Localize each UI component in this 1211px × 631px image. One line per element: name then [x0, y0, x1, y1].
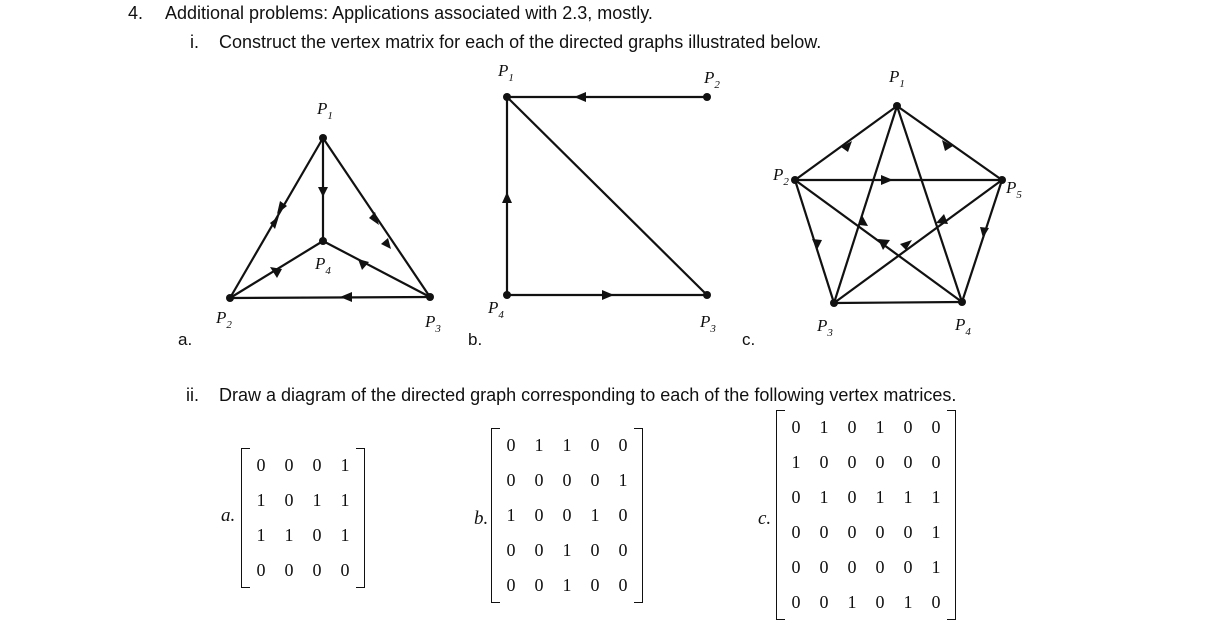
matrix-cell: 1	[284, 525, 294, 545]
graph-a-label-p3: $P_3$	[425, 312, 441, 335]
matrix-cell: 1	[562, 575, 572, 595]
matrix-cell: 0	[312, 525, 322, 545]
matrix-row	[247, 448, 359, 483]
matrix-cell: 0	[875, 522, 885, 542]
matrix-cell: 0	[791, 592, 801, 612]
matrix-cell: 0	[506, 435, 516, 455]
matrix-cell: 1	[562, 540, 572, 560]
matrix-b-label: b.	[474, 508, 489, 529]
matrix-cell: 1	[931, 557, 941, 577]
matrix-cell: 0	[562, 505, 572, 525]
matrix-cell: 0	[534, 505, 544, 525]
matrix-cell: 1	[312, 490, 322, 510]
matrix-cell: 0	[284, 455, 294, 475]
matrix-row	[782, 550, 950, 585]
matrix-row	[782, 445, 950, 480]
matrix-c-label: c.	[758, 508, 772, 529]
matrix-cell: 0	[903, 557, 913, 577]
matrix-cell: 0	[534, 575, 544, 595]
matrix-cell: 0	[847, 487, 857, 507]
edge-a-p2-p3	[230, 297, 430, 298]
matrix-cell: 0	[256, 560, 266, 580]
matrix-row	[782, 515, 950, 550]
matrix-cell: 0	[590, 540, 600, 560]
graph-c	[795, 106, 1002, 303]
matrix-cell: 0	[847, 522, 857, 542]
matrix-cell: 0	[819, 522, 829, 542]
matrix-row	[497, 533, 637, 568]
matrix-cell: 0	[819, 557, 829, 577]
matrix-row	[497, 463, 637, 498]
graph-b-label-p1: $P_1$	[498, 61, 514, 84]
matrix-row	[497, 428, 637, 463]
matrix-cell: 1	[562, 435, 572, 455]
edge-c-p1-p5	[897, 106, 1002, 180]
matrix-cell: 0	[284, 490, 294, 510]
edge-c-p3-p4	[834, 302, 962, 303]
matrix-cell: 1	[875, 417, 885, 437]
matrix-cell: 1	[791, 452, 801, 472]
matrix-cell: 0	[875, 592, 885, 612]
matrix-cell: 0	[903, 452, 913, 472]
matrix-cell: 0	[931, 452, 941, 472]
matrix-row	[782, 480, 950, 515]
matrix-cell: 1	[340, 525, 350, 545]
matrix-cell: 0	[903, 417, 913, 437]
matrix-cell: 1	[590, 505, 600, 525]
graph-c-label-p4: $P_4$	[955, 315, 971, 338]
edge-b-p1-p3	[507, 97, 707, 295]
graph-c-letter: c.	[742, 330, 756, 349]
matrix-cell: 0	[847, 452, 857, 472]
matrix-cell: 0	[506, 575, 516, 595]
matrix-b-left-bracket	[491, 428, 500, 603]
matrix-cell: 1	[534, 435, 544, 455]
matrix-cell: 1	[340, 455, 350, 475]
vertex-dots	[226, 93, 1006, 307]
edge-c-p5-p3	[834, 180, 1002, 303]
matrix-cell: 0	[590, 435, 600, 455]
graph-c-label-p1: $P_1$	[889, 67, 905, 90]
matrix-cell: 1	[340, 490, 350, 510]
graph-c-label-p3: $P_3$	[817, 316, 833, 339]
matrix-cell: 0	[590, 470, 600, 490]
matrix-c	[782, 410, 950, 620]
matrix-cell: 1	[903, 487, 913, 507]
graph-b-label-p2: $P_2$	[704, 68, 720, 91]
matrix-a	[247, 448, 359, 588]
matrix-cell: 0	[931, 417, 941, 437]
graph-b-label-p3: $P_3$	[700, 312, 716, 335]
matrix-a-label: a.	[221, 505, 236, 526]
edge-a-p4-p3	[323, 241, 430, 297]
matrix-row	[782, 410, 950, 445]
matrix-cell: 1	[256, 525, 266, 545]
matrix-cell: 0	[312, 560, 322, 580]
matrix-cell: 0	[791, 557, 801, 577]
matrix-row	[247, 483, 359, 518]
matrix-cell: 0	[931, 592, 941, 612]
part-i-number: i.	[190, 32, 199, 52]
matrix-cell: 0	[875, 452, 885, 472]
matrix-cell: 0	[847, 557, 857, 577]
matrix-cell: 0	[256, 455, 266, 475]
matrix-row	[247, 553, 359, 588]
matrix-cell: 1	[931, 522, 941, 542]
matrix-cell: 1	[618, 470, 628, 490]
matrix-cell: 0	[590, 575, 600, 595]
graph-a-label-p1: $P_1$	[317, 99, 333, 122]
matrix-cell: 0	[819, 452, 829, 472]
problem-number: 4.	[128, 3, 144, 23]
matrix-cell: 0	[903, 522, 913, 542]
matrix-c-left-bracket	[776, 410, 785, 620]
matrix-row	[497, 568, 637, 603]
matrix-a-right-bracket	[356, 448, 365, 588]
matrix-b-right-bracket	[634, 428, 643, 603]
matrix-cell: 1	[819, 487, 829, 507]
matrix-cell: 0	[284, 560, 294, 580]
matrix-cell: 1	[819, 417, 829, 437]
matrix-cell: 0	[847, 417, 857, 437]
matrix-cell: 0	[791, 487, 801, 507]
graph-c-label-p2: $P_2$	[773, 165, 789, 188]
matrix-cell: 1	[847, 592, 857, 612]
problem-heading: Additional problems: Applications associated with 2.3, mostly.	[165, 3, 653, 23]
matrix-cell: 0	[819, 592, 829, 612]
graph-a-label-p4: $P_4$	[315, 254, 331, 277]
graph-b	[507, 97, 707, 295]
matrix-row	[497, 498, 637, 533]
matrix-cell: 1	[875, 487, 885, 507]
graph-a-label-p2: $P_2$	[216, 308, 232, 331]
edge-c-p1-p4	[897, 106, 962, 302]
matrix-cell: 0	[791, 522, 801, 542]
matrix-cell: 0	[312, 455, 322, 475]
edge-c-p1-p3	[834, 106, 897, 303]
graph-b-label-p4: $P_4$	[488, 298, 504, 321]
matrix-row	[247, 518, 359, 553]
graph-c-label-p5: $P_5$	[1006, 178, 1022, 201]
matrix-b	[497, 428, 637, 603]
matrix-cell: 1	[931, 487, 941, 507]
matrix-cell: 0	[340, 560, 350, 580]
matrix-cell: 0	[875, 557, 885, 577]
matrix-cell: 0	[562, 470, 572, 490]
matrix-cell: 0	[618, 505, 628, 525]
matrix-c-right-bracket	[947, 410, 956, 620]
part-ii-number: ii.	[186, 385, 199, 405]
graph-a-letter: a.	[178, 330, 193, 349]
matrix-a-left-bracket	[241, 448, 250, 588]
matrix-cell: 0	[618, 575, 628, 595]
matrix-row	[782, 585, 950, 620]
matrix-cell: 1	[256, 490, 266, 510]
matrix-cell: 0	[534, 540, 544, 560]
matrix-cell: 0	[618, 435, 628, 455]
part-ii-instruction: Draw a diagram of the directed graph corresponding to each of the following vertex matrices.	[219, 385, 957, 405]
edge-c-p5-p4	[962, 180, 1002, 302]
edge-c-p1-p2	[795, 106, 897, 180]
matrix-cell: 0	[506, 470, 516, 490]
matrix-cell: 0	[506, 540, 516, 560]
graph-b-letter: b.	[468, 330, 483, 349]
matrix-cell: 1	[506, 505, 516, 525]
matrix-cell: 1	[903, 592, 913, 612]
matrix-cell: 0	[534, 470, 544, 490]
matrix-cell: 0	[791, 417, 801, 437]
part-i-instruction: Construct the vertex matrix for each of the directed graphs illustrated below.	[219, 32, 822, 52]
matrix-cell: 0	[618, 540, 628, 560]
graph-a	[0, 0, 430, 298]
